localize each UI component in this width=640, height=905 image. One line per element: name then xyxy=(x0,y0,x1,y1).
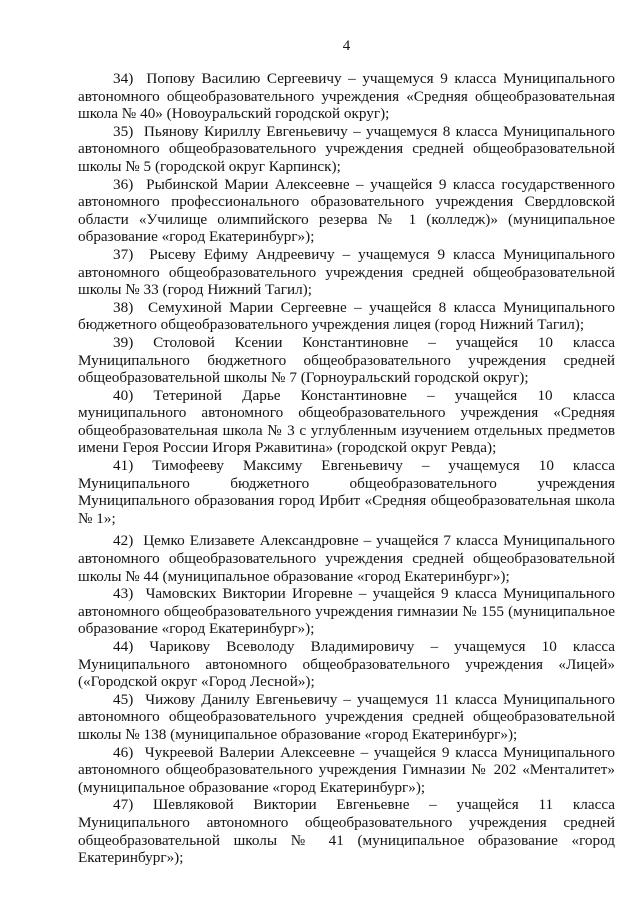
text-line: области «Училище олимпийского резерва № 1 (колледж)» (муниципальное xyxy=(78,210,615,228)
list-item xyxy=(78,70,615,123)
list-item xyxy=(78,299,615,334)
text-line: Екатеринбург»); xyxy=(78,849,184,867)
text-line: 43) Чамовских Виктории Игоревне – учащейся 9 класса Муниципального xyxy=(113,585,615,603)
text-line: автономного общеобразовательного учреждения средней общеобразовательной xyxy=(78,550,615,568)
text-line: школа № 40» (Новоуральский городской округ); xyxy=(78,105,390,123)
text-line: образование «город Екатеринбург»); xyxy=(78,228,315,246)
text-line: 47) Шевляковой Виктории Евгеньевне – учащейся 11 класса xyxy=(113,796,615,814)
text-line: муниципального автономного общеобразовательного учреждения «Средняя xyxy=(78,404,615,422)
list-item xyxy=(78,585,615,638)
text-line: 37) Рысеву Ефиму Андреевичу – учащемуся 9 класса Муниципального xyxy=(113,245,615,263)
list-item xyxy=(78,334,615,387)
text-line: школы № 138 (муниципальное образование «город Екатеринбург»); xyxy=(78,725,518,743)
list-item xyxy=(78,638,615,691)
text-line: автономного общеобразовательного учреждения гимназии № 155 (муниципальное xyxy=(78,602,615,620)
text-line: автономного общеобразовательного учреждения средней общеобразовательной xyxy=(78,263,615,281)
text-line: 41) Тимофееву Максиму Евгеньевичу – учащемуся 10 класса xyxy=(113,457,615,475)
list-item xyxy=(78,176,615,246)
text-line: общеобразовательной школы № 7 (Горноуральский городской округ); xyxy=(78,369,529,387)
text-line: общеобразовательная школа № 3 с углубленным изучением отдельных предметов xyxy=(78,421,615,439)
text-line: 40) Тетериной Дарье Константиновне – учащейся 10 класса xyxy=(113,386,615,404)
text-line: 42) Цемко Елизавете Александровне – учащейся 7 класса Муниципального xyxy=(113,532,615,550)
text-line: школы № 5 (городской округ Карпинск); xyxy=(78,157,341,175)
list-item xyxy=(78,457,615,527)
text-line: Муниципального бюджетного общеобразовательного учреждения xyxy=(78,474,615,492)
text-line: 36) Рыбинской Марии Алексеевне – учащейся 9 класса государственного xyxy=(113,175,615,193)
text-line: 34) Попову Василию Сергеевичу – учащемуся 9 класса Муниципального xyxy=(113,70,615,87)
list-item xyxy=(78,744,615,797)
text-line: Муниципального бюджетного общеобразовательного учреждения средней xyxy=(78,351,615,369)
document-body xyxy=(78,70,615,867)
text-line: 38) Семухиной Марии Сергеевне – учащейся 8 класса Муниципального xyxy=(113,298,615,316)
text-line: 46) Чукреевой Валерии Алексеевне – учащейся 9 класса Муниципального xyxy=(113,743,615,761)
list-item xyxy=(78,387,615,457)
text-line: школы № 44 (муниципальное образование «город Екатеринбург»); xyxy=(78,567,510,585)
text-line: имени Героя России Игоря Ржавитина» (городской округ Ревда); xyxy=(78,439,497,457)
list-item xyxy=(78,796,615,866)
text-line: Муниципального образования город Ирбит «Средняя общеобразовательная школа xyxy=(78,492,615,510)
text-line: автономного профессионального образовательного учреждения Свердловской xyxy=(78,193,615,211)
text-line: автономного общеобразовательного учреждения Гимназии № 202 «Менталитет» xyxy=(78,761,615,779)
text-line: № 1»; xyxy=(78,509,116,527)
list-item xyxy=(78,123,615,176)
list-item xyxy=(78,246,615,299)
text-line: 45) Чижову Данилу Евгеньевичу – учащемуся 11 класса Муниципального xyxy=(113,690,615,708)
text-line: бюджетного общеобразовательного учреждения лицея (город Нижний Тагил); xyxy=(78,316,585,334)
text-line: автономного общеобразовательного учреждения «Средняя общеобразовательная xyxy=(78,87,615,105)
text-line: («Городской округ «Город Лесной»); xyxy=(78,673,315,691)
text-line: 35) Пьянову Кириллу Евгеньевичу – учащемуся 8 класса Муниципального xyxy=(113,122,615,140)
text-line: 44) Чарикову Всеволоду Владимировичу – учащемуся 10 класса xyxy=(113,638,615,655)
page-number: 4 xyxy=(342,38,351,54)
text-line: автономного общеобразовательного учреждения средней общеобразовательной xyxy=(78,140,615,158)
text-line: школы № 33 (город Нижний Тагил); xyxy=(78,281,312,299)
text-line: Муниципального автономного общеобразовательного учреждения «Лицей» xyxy=(78,655,615,673)
list-item xyxy=(78,532,615,585)
text-line: общеобразовательной школы № 41 (муниципальное образование «город xyxy=(78,831,615,849)
text-line: автономного общеобразовательного учреждения средней общеобразовательной xyxy=(78,708,615,726)
list-item xyxy=(78,691,615,744)
text-line: (муниципальное образование «город Екатеринбург»); xyxy=(78,778,426,796)
text-line: 39) Столовой Ксении Константиновне – учащейся 10 класса xyxy=(113,333,615,351)
text-line: образование «город Екатеринбург»); xyxy=(78,620,315,638)
text-line: Муниципального автономного общеобразовательного учреждения средней xyxy=(78,813,615,831)
